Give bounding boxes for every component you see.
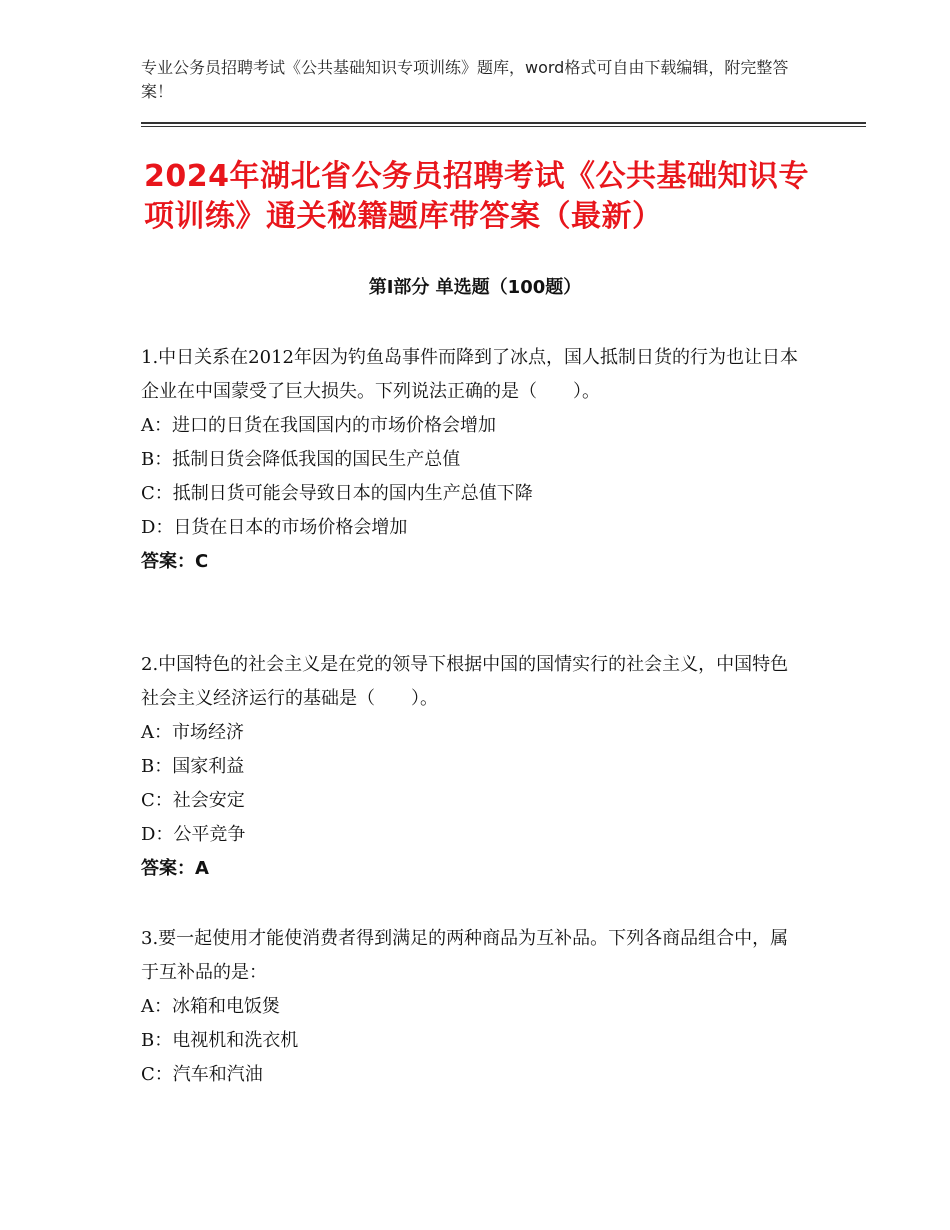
option-a: A：进口的日货在我国国内的市场价格会增加 <box>141 415 496 436</box>
option-a: A：市场经济 <box>141 722 244 743</box>
answer-line: 答案：C <box>141 551 209 572</box>
answer-line: 答案：A <box>141 858 209 879</box>
option-d: D：公平竞争 <box>141 824 246 845</box>
question-2 <box>141 648 806 886</box>
option-c: C：抵制日货可能会导致日本的国内生产总值下降 <box>141 483 533 504</box>
option-c: C：汽车和汽油 <box>141 1064 263 1085</box>
option-b: B：国家利益 <box>141 756 245 777</box>
header-divider-thin <box>141 126 866 127</box>
option-c: C：社会安定 <box>141 790 245 811</box>
header-note: 专业公务员招聘考试《公共基础知识专项训练》题库，word格式可自由下载编辑，附完整答案！ <box>141 58 789 101</box>
header-divider-thick <box>141 122 866 124</box>
document-title: 2024年湖北省公务员招聘考试《公共基础知识专项训练》通关秘籍题库带答案（最新） <box>144 159 809 234</box>
option-b: B：电视机和洗衣机 <box>141 1030 299 1051</box>
option-b: B：抵制日货会降低我国的国民生产总值 <box>141 449 461 470</box>
option-a: A：冰箱和电饭煲 <box>141 996 280 1017</box>
option-d: D：日货在日本的市场价格会增加 <box>141 517 408 538</box>
question-3 <box>141 922 806 1092</box>
question-stem: 3.要一起使用才能使消费者得到满足的两种商品为互补品。下列各商品组合中，属于互补品的是： <box>141 928 789 983</box>
question-1 <box>141 341 806 579</box>
section-title: 第Ⅰ部分 单选题（100题） <box>368 277 582 298</box>
question-stem: 2.中国特色的社会主义是在党的领导下根据中国的国情实行的社会主义，中国特色社会主义经济运行的基础是（ ）。 <box>141 654 789 709</box>
question-stem: 1.中日关系在2012年因为钓鱼岛事件而降到了冰点，国人抵制日货的行为也让日本企业在中国蒙受了巨大损失。下列说法正确的是（ ）。 <box>141 347 798 402</box>
